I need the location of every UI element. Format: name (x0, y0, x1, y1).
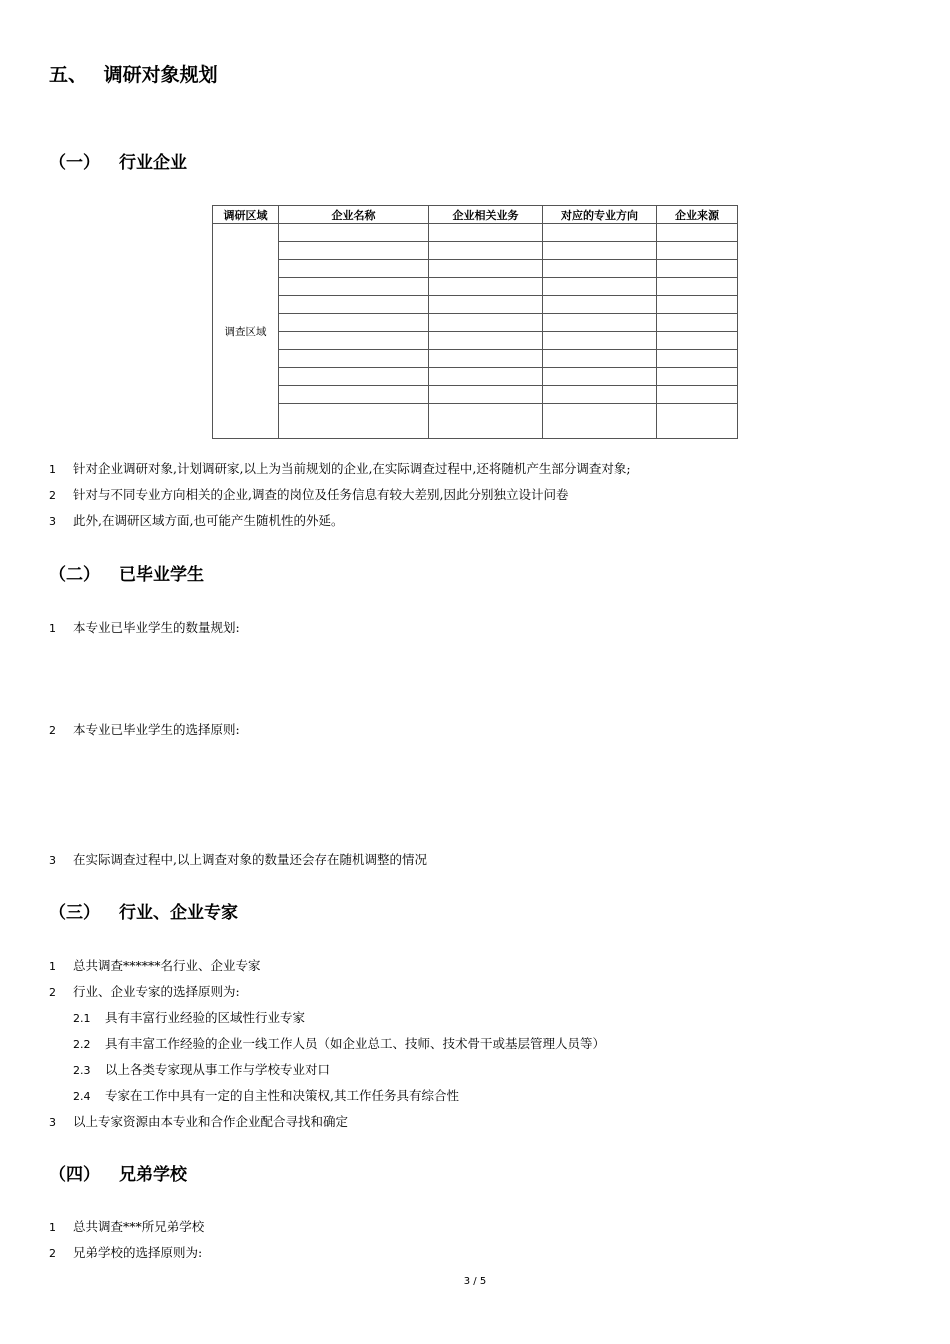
list-number: 2 (49, 489, 56, 502)
table-cell (429, 296, 543, 314)
table-cell (657, 368, 738, 386)
subsection-number: （三） (49, 903, 100, 923)
table-row (213, 386, 738, 404)
section-title-text: 调研对象规划 (103, 64, 218, 86)
list-item (73, 1086, 459, 1104)
table-cell (543, 350, 657, 368)
section-title (49, 60, 218, 87)
table-cell (543, 404, 657, 439)
list-item (49, 1112, 348, 1130)
list-text: 针对企业调研对象,计划调研家,以上为当前规划的企业,在实际调查过程中,还将随机产生部分调查对象; (73, 461, 631, 476)
table-cell (657, 278, 738, 296)
list-item (49, 459, 631, 477)
table-header-cell: 企业相关业务 (429, 206, 543, 224)
list-text: 具有丰富行业经验的区域性行业专家 (105, 1010, 306, 1025)
subsection-title: 行业企业 (119, 153, 187, 173)
table-cell (279, 296, 429, 314)
list-number: 2 (49, 1247, 56, 1260)
subsection-heading-4 (49, 1160, 187, 1185)
list-text: 本专业已毕业学生的数量规划: (73, 620, 240, 635)
list-item (49, 956, 261, 974)
list-item (73, 1008, 305, 1026)
table-cell (543, 260, 657, 278)
table-row (213, 350, 738, 368)
list-number: 3 (49, 1116, 56, 1129)
list-number: 3 (49, 515, 56, 528)
table-cell (657, 404, 738, 439)
subsection-heading-2 (49, 560, 204, 585)
list-number: 2.2 (73, 1038, 91, 1051)
table-header-cell: 企业名称 (279, 206, 429, 224)
list-item (73, 1060, 330, 1078)
list-text: 针对与不同专业方向相关的企业,调查的岗位及任务信息有较大差别,因此分别独立设计问卷 (73, 487, 569, 502)
table-cell (429, 242, 543, 260)
list-number: 3 (49, 854, 56, 867)
table-cell (279, 224, 429, 242)
list-text: 本专业已毕业学生的选择原则: (73, 722, 240, 737)
table-cell (543, 278, 657, 296)
table-cell (657, 386, 738, 404)
page-number: 3 / 5 (463, 1276, 487, 1287)
table-cell (657, 350, 738, 368)
subsection-heading-1 (49, 148, 187, 173)
list-number: 2.4 (73, 1090, 91, 1103)
table-cell (543, 224, 657, 242)
table-cell (279, 314, 429, 332)
table-row (213, 224, 738, 242)
list-item (49, 618, 240, 636)
subsection-title: 行业、企业专家 (119, 903, 238, 923)
list-number: 2.1 (73, 1012, 91, 1025)
table-cell (657, 242, 738, 260)
list-number: 1 (49, 960, 56, 973)
table-cell (429, 314, 543, 332)
list-number: 2.3 (73, 1064, 91, 1077)
table-row (213, 314, 738, 332)
list-number: 1 (49, 622, 56, 635)
subsection-title: 已毕业学生 (119, 565, 204, 585)
list-text: 兄弟学校的选择原则为: (73, 1245, 203, 1260)
subsection-number: （二） (49, 565, 100, 585)
table-cell (543, 314, 657, 332)
table-cell (279, 278, 429, 296)
subsection-heading-3 (49, 898, 238, 923)
table-cell (429, 350, 543, 368)
list-item (49, 511, 343, 529)
table-row (213, 278, 738, 296)
table-cell (657, 314, 738, 332)
list-number: 1 (49, 463, 56, 476)
list-number: 2 (49, 986, 56, 999)
table-cell (279, 404, 429, 439)
table-header-row (213, 206, 738, 224)
list-item (49, 1217, 204, 1235)
list-text: 总共调查***所兄弟学校 (73, 1219, 205, 1234)
table-cell (429, 404, 543, 439)
enterprise-table (212, 205, 738, 439)
table-row (213, 368, 738, 386)
table-cell (657, 224, 738, 242)
subsection-number: （一） (49, 153, 100, 173)
table-cell (429, 332, 543, 350)
subsection-number: （四） (49, 1165, 100, 1185)
table-cell (279, 260, 429, 278)
subsection-title: 兄弟学校 (119, 1165, 187, 1185)
region-cell: 调查区域 (213, 224, 279, 439)
table-cell (429, 386, 543, 404)
table-row (213, 260, 738, 278)
list-text: 具有丰富工作经验的企业一线工作人员（如企业总工、技师、技术骨干或基层管理人员等） (105, 1036, 606, 1051)
list-item (49, 485, 568, 503)
list-text: 以上专家资源由本专业和合作企业配合寻找和确定 (73, 1114, 349, 1129)
table-cell (279, 386, 429, 404)
list-number: 2 (49, 724, 56, 737)
table-cell (279, 332, 429, 350)
section-number: 五、 (49, 64, 88, 86)
table-row (213, 242, 738, 260)
list-text: 在实际调查过程中,以上调查对象的数量还会存在随机调整的情况 (73, 852, 427, 867)
table-row (213, 404, 738, 439)
table-cell (657, 332, 738, 350)
table-cell (429, 368, 543, 386)
table-cell (543, 368, 657, 386)
list-text: 此外,在调研区域方面,也可能产生随机性的外延。 (73, 513, 344, 528)
list-text: 专家在工作中具有一定的自主性和决策权,其工作任务具有综合性 (105, 1088, 459, 1103)
table-cell (429, 260, 543, 278)
list-item (49, 850, 427, 868)
table-cell (279, 368, 429, 386)
table-cell (657, 296, 738, 314)
table-row (213, 296, 738, 314)
table-cell (543, 386, 657, 404)
list-text: 总共调查******名行业、企业专家 (73, 958, 261, 973)
table-header-cell: 对应的专业方向 (543, 206, 657, 224)
table-cell (543, 242, 657, 260)
table-cell (543, 332, 657, 350)
table-cell (279, 350, 429, 368)
table-cell (279, 242, 429, 260)
list-item (49, 982, 240, 1000)
table-header-cell: 调研区域 (213, 206, 279, 224)
table-cell (543, 296, 657, 314)
table-header-cell: 企业来源 (657, 206, 738, 224)
list-text: 以上各类专家现从事工作与学校专业对口 (105, 1062, 331, 1077)
table-cell (429, 224, 543, 242)
list-item (73, 1034, 605, 1052)
list-number: 1 (49, 1221, 56, 1234)
list-item (49, 720, 240, 738)
table-cell (429, 278, 543, 296)
list-text: 行业、企业专家的选择原则为: (73, 984, 240, 999)
list-item (49, 1243, 202, 1261)
table-row (213, 332, 738, 350)
table-cell (657, 260, 738, 278)
